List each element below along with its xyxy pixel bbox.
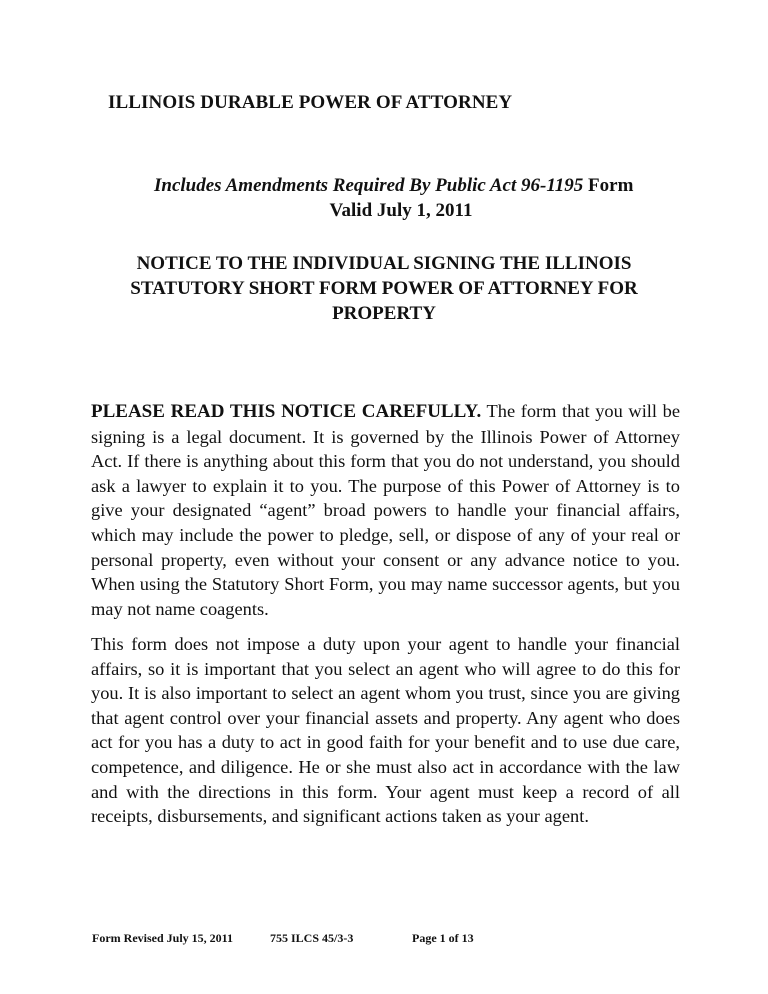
document-title: ILLINOIS DURABLE POWER OF ATTORNEY xyxy=(108,92,513,113)
footer-statute: 755 ILCS 45/3-3 xyxy=(270,931,354,945)
amendment-line xyxy=(154,175,633,197)
footer-revised-date: Form Revised July 15, 2011 xyxy=(92,931,233,945)
amendment-italic-text: Includes Amendments Required By Public Act 96-1195 xyxy=(154,175,584,196)
notice-lead-text: PLEASE READ THIS NOTICE CAREFULLY. xyxy=(91,401,482,422)
footer-page-number: Page 1 of 13 xyxy=(412,931,474,945)
notice-heading xyxy=(92,251,676,326)
page-footer xyxy=(92,931,474,946)
valid-date-line: Valid July 1, 2011 xyxy=(329,200,473,221)
notice-heading-line-1: NOTICE TO THE INDIVIDUAL SIGNING THE ILLINOIS xyxy=(136,253,632,274)
notice-heading-line-3: PROPERTY xyxy=(332,303,436,324)
amendment-form-word: Form xyxy=(583,175,634,196)
notice-paragraph-1-body: The form that you will be signing is a legal document. It is governed by the Illinois Power of Attorney Act. If there is anything about this form that you do not understand, you should ask a lawyer to explain it to you. The purpose of this Power of Attorney is to give your designated “agent” broad powers to handle your financial affairs, which may include the power to pledge, sell, or dispose of any of your real or personal property, even without your consent or any advance notice to you. When using the Statutory Short Form, you may name successor agents, but you may not name coagents. xyxy=(91,401,680,619)
notice-paragraph-2: This form does not impose a duty upon your agent to handle your financial affairs, so it is important that you select an agent who will agree to do this for you. It is also important to select an agent whom you trust, since you are giving that agent control over your financial assets and property. Any agent who does act for you has a duty to act in good faith for your benefit and to use due care, competence, and diligence. He or she must also act in accordance with the law and with the directions in this form. Your agent must keep a record of all receipts, disbursements, and significant actions taken as your agent. xyxy=(91,634,680,827)
notice-paragraph-1 xyxy=(91,399,680,621)
notice-heading-line-2: STATUTORY SHORT FORM POWER OF ATTORNEY FOR xyxy=(130,278,638,299)
